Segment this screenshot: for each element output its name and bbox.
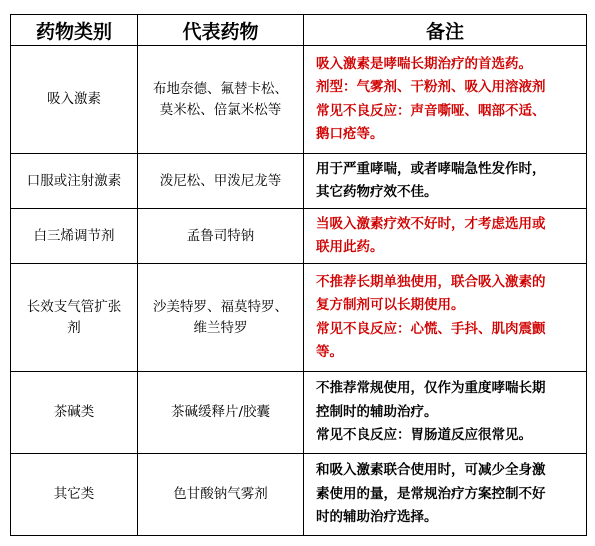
category-line: 剂 [67,319,81,336]
note-line: 当吸入激素疗效不好时，才考虑选用或 [316,215,546,232]
drug-line: 沙美特罗、福莫特罗、 [153,298,288,315]
table-row [11,154,587,209]
category-cell: 口服或注射激素 [11,154,138,209]
note-line: 联用此药。 [316,239,384,255]
table-row [11,46,587,154]
note-line: 不推荐长期单独使用，联合吸入激素的 [316,273,546,290]
notes-cell [304,454,587,536]
table-row [11,454,587,536]
drug-line: 维兰特罗 [193,319,248,336]
note-line: 常见不良反应：心慌、手抖、肌肉震颤 [316,320,546,337]
drug-line: 泼尼松、甲泼尼龙等 [159,172,282,189]
header-notes: 备注 [304,15,587,46]
note-line: 等。 [316,344,343,360]
note-line: 控制时的辅助治疗。 [316,403,438,420]
note-line: 其它药物疗效不佳。 [316,184,438,200]
notes-cell [304,372,587,454]
category-cell: 茶碱类 [11,372,138,454]
note-line: 鹅口疮等。 [316,126,384,142]
notes-cell [304,154,587,209]
drug-line: 布地奈德、氟替卡松、 [153,80,288,97]
category-cell: 其它类 [11,454,138,536]
drugs-cell [138,46,304,154]
drugs-cell [138,372,304,454]
table-row [11,264,587,372]
note-line: 吸入激素是哮喘长期治疗的首选药。 [316,55,532,72]
note-line: 素使用的量，是常规治疗方案控制不好 [316,485,546,502]
note-line: 常见不良反应：胃肠道反应很常见。 [316,427,532,444]
drug-line: 孟鲁司特钠 [186,227,255,244]
notes-cell [304,209,587,264]
table-row [11,209,587,264]
note-line: 剂型：气雾剂、干粉剂、吸入用溶液剂 [316,79,546,95]
drug-line: 茶碱缓释片/胶囊 [170,404,271,420]
note-line: 用于严重哮喘，或者哮喘急性发作时， [316,160,546,177]
category-line: 长效支气管扩张 [26,298,122,315]
drugs-cell [138,264,304,372]
category-cell [11,264,138,372]
drug-line: 色甘酸钠气雾剂 [173,486,268,502]
notes-cell [304,46,587,154]
drugs-cell [138,154,304,209]
drug-table [10,14,587,536]
note-line: 常见不良反应：声音嘶哑、咽部不适、 [316,102,546,119]
drugs-cell [138,209,304,264]
category-cell: 白三烯调节剂 [11,209,138,264]
table-row [11,372,587,454]
note-line: 和吸入激素联合使用时，可减少全身激 [316,462,546,479]
header-category: 药物类别 [11,15,138,46]
note-line: 复方制剂可以长期使用。 [316,297,465,313]
header-row [11,15,587,46]
header-drugs: 代表药物 [138,15,304,46]
note-line: 时的辅助治疗选择。 [316,509,438,526]
note-line: 不推荐常规使用，仅作为重度哮喘长期 [316,380,546,397]
notes-cell [304,264,587,372]
drug-line: 莫米松、倍氯米松等 [159,101,282,118]
drugs-cell [138,454,304,536]
category-cell: 吸入激素 [11,46,138,154]
